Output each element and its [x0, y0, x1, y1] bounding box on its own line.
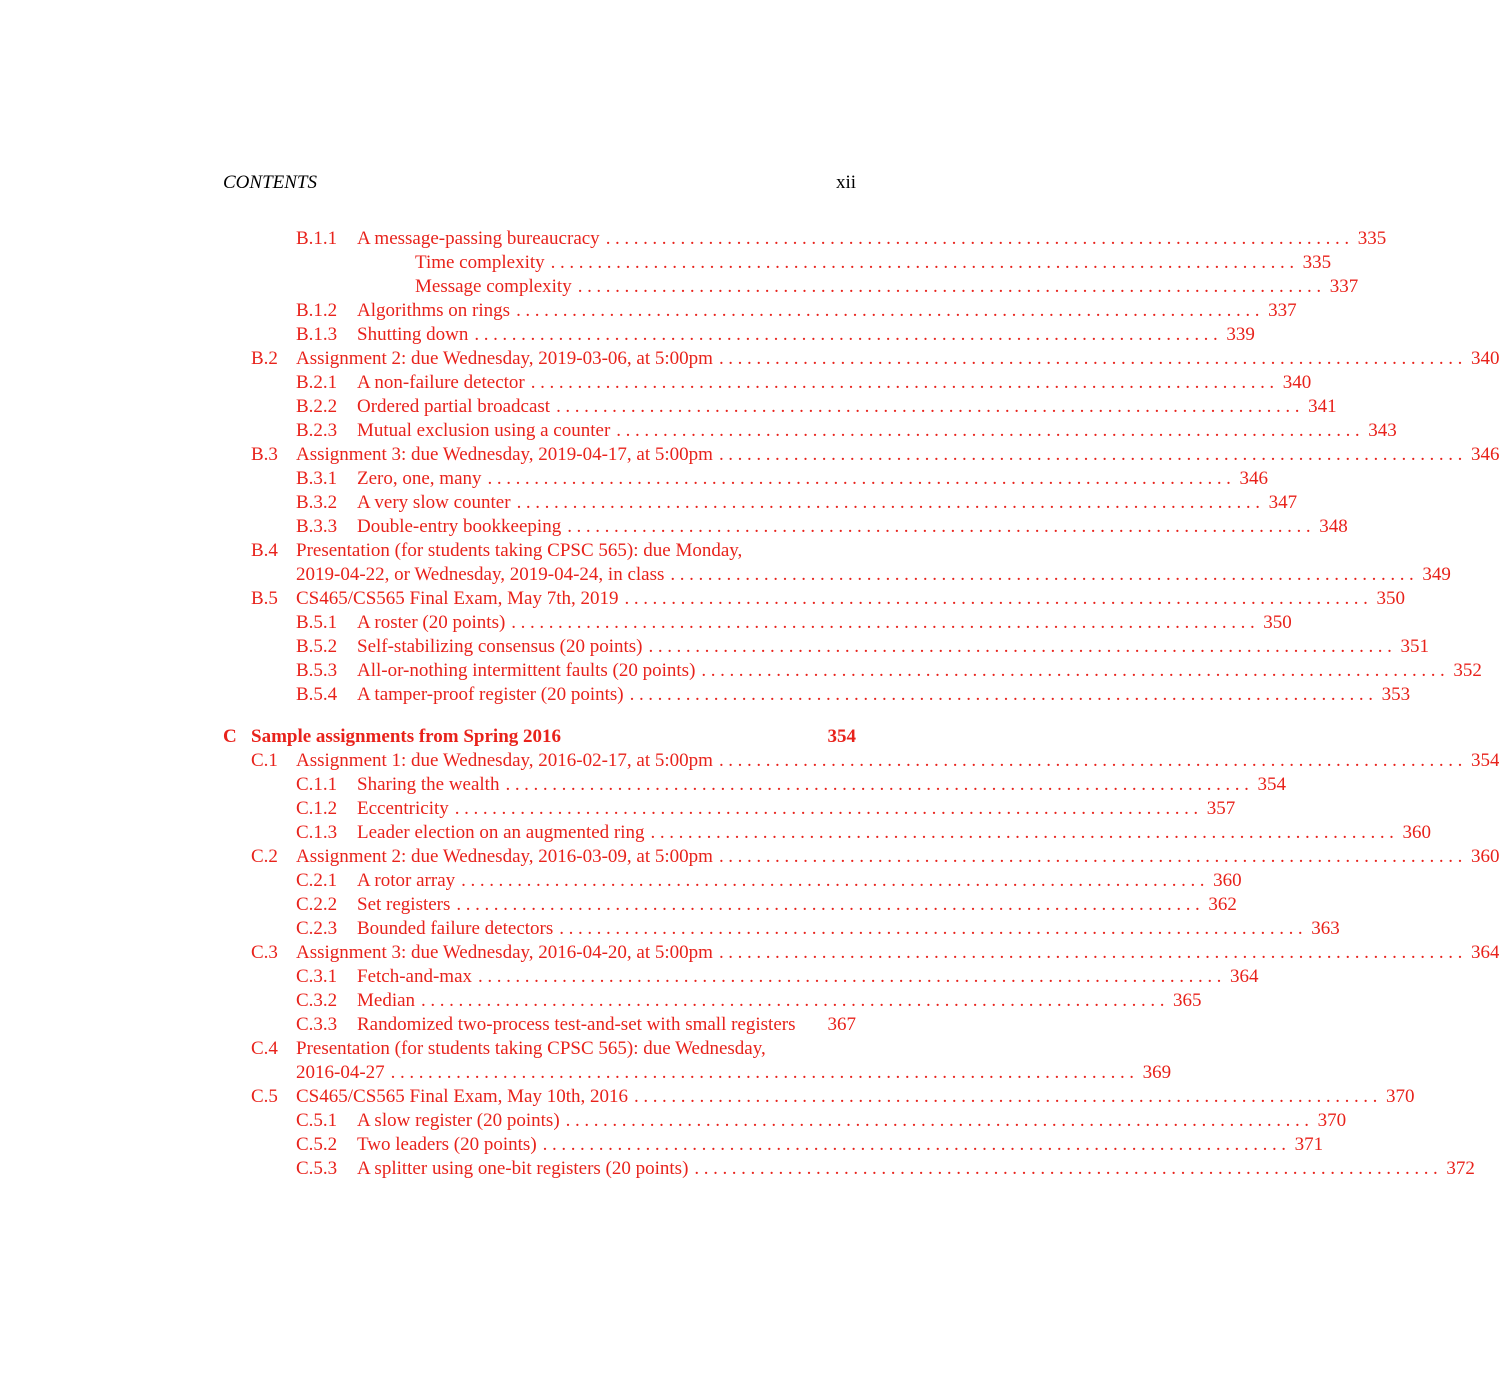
toc-entry[interactable]	[223, 419, 1397, 443]
toc-entry-title: 2016-04-27	[296, 1062, 385, 1083]
toc-entry-number: C.1.1	[296, 774, 338, 795]
toc-entry-page: 350	[1376, 588, 1405, 609]
dot-leader: ................................................................................	[718, 750, 1467, 771]
toc-entry-page: 369	[1142, 1062, 1172, 1083]
toc-entry-number: C.5.2	[296, 1134, 338, 1155]
dot-leader: ................................................................................	[542, 1134, 1291, 1155]
toc-entry-number: B.3	[251, 444, 278, 465]
toc-entry[interactable]	[223, 917, 1340, 941]
toc-entry[interactable]	[223, 515, 1348, 539]
toc-entry-page: 364	[1230, 966, 1259, 987]
dot-leader: ................................................................................	[474, 324, 1223, 345]
toc-entry-title: Randomized two-process test-and-set with small registers	[357, 1014, 796, 1035]
toc-entry[interactable]	[223, 443, 1499, 467]
toc-entry-number: B.5	[251, 588, 278, 609]
toc-entry-title: Set registers	[357, 894, 451, 915]
dot-leader: ................................................................................	[670, 564, 1419, 585]
toc-entry-page: 360	[1402, 822, 1432, 843]
dot-leader: ................................................................................	[530, 372, 1279, 393]
toc-entry[interactable]	[223, 845, 1499, 869]
toc-entry-page: 354	[827, 726, 856, 747]
toc-entry-page: 349	[1422, 564, 1451, 585]
toc-entry-number: C.2	[251, 846, 278, 867]
toc-entry-title: A message-passing bureaucracy	[357, 228, 600, 249]
toc-entry-title: Presentation (for students taking CPSC 565): due Monday,	[296, 540, 743, 561]
toc-entry-page: 370	[1317, 1110, 1347, 1131]
toc-entry-title: A splitter using one-bit registers (20 points)	[357, 1158, 689, 1179]
toc-entry[interactable]	[223, 539, 856, 563]
toc-entry-title: 2019-04-22, or Wednesday, 2019-04-24, in class	[296, 564, 665, 585]
toc-entry-title: Assignment 1: due Wednesday, 2016-02-17, at 5:00pm	[296, 750, 713, 771]
toc-entry-page: 371	[1294, 1134, 1324, 1155]
toc-entry-page: 364	[1470, 942, 1499, 963]
toc-entry-number: B.2	[251, 348, 278, 369]
toc-entry[interactable]	[223, 347, 1499, 371]
toc-entry-page: 367	[827, 1014, 856, 1035]
toc-entry[interactable]	[223, 821, 1432, 845]
toc-entry-number: C.5.1	[296, 1110, 338, 1131]
toc-entry-page: 339	[1226, 324, 1255, 345]
toc-entry-page: 348	[1319, 516, 1348, 537]
toc-entry-title: Assignment 2: due Wednesday, 2019-03-06, at 5:00pm	[296, 348, 713, 369]
toc-entry[interactable]	[223, 635, 1429, 659]
toc-entry-number: B.3.2	[296, 492, 338, 513]
toc-entry-page: 350	[1263, 612, 1292, 633]
dot-leader: ................................................................................	[648, 636, 1397, 657]
toc-entry-page: 354	[1257, 774, 1286, 795]
toc-entry-page: 337	[1268, 300, 1297, 321]
dot-leader: ................................................................................	[567, 516, 1316, 537]
toc-entry-number: C.3.2	[296, 990, 338, 1011]
toc-entry-page: 337	[1329, 276, 1359, 297]
toc-entry-title: Ordered partial broadcast	[357, 396, 551, 417]
toc-entry-title: Double-entry bookkeeping	[357, 516, 562, 537]
toc-entry-number: B.5.3	[296, 660, 338, 681]
toc-entry[interactable]	[223, 797, 1236, 821]
dot-leader: ................................................................................	[559, 918, 1308, 939]
dot-leader: ................................................................................	[634, 1086, 1382, 1107]
toc-entry-number: B.1.1	[296, 228, 338, 249]
dot-leader: ................................................................................	[650, 822, 1399, 843]
page-header	[223, 172, 856, 198]
dot-leader: ................................................................................	[550, 252, 1299, 273]
toc-entry-number: B.5.1	[296, 612, 338, 633]
toc-entry-title: CS465/CS565 Final Exam, May 7th, 2019	[296, 588, 619, 609]
toc-entry-title: Median	[357, 990, 416, 1011]
toc-entry[interactable]	[223, 1061, 1172, 1085]
toc-entry-title: Assignment 3: due Wednesday, 2019-04-17, at 5:00pm	[296, 444, 713, 465]
toc-entry-number: C.3.3	[296, 1014, 338, 1035]
dot-leader: ................................................................................	[516, 300, 1265, 321]
toc-entry-title: Assignment 2: due Wednesday, 2016-03-09, at 5:00pm	[296, 846, 713, 867]
toc-entry-title: Bounded failure detectors	[357, 918, 554, 939]
toc-entry-title: A very slow counter	[357, 492, 511, 513]
toc-entry-page: 353	[1381, 684, 1411, 705]
toc-entry[interactable]	[223, 965, 1259, 989]
dot-leader: ................................................................................	[456, 894, 1205, 915]
toc-entry-title: Self-stabilizing consensus (20 points)	[357, 636, 643, 657]
toc-entry-page: 346	[1239, 468, 1269, 489]
toc-entry-number: B.2.2	[296, 396, 338, 417]
toc-entry[interactable]	[223, 1013, 856, 1037]
toc-entry-number: C.2.2	[296, 894, 338, 915]
toc-entry-number: B.1.2	[296, 300, 338, 321]
toc-entry-number: B.5.4	[296, 684, 338, 705]
toc-entry[interactable]	[223, 587, 1405, 611]
toc-entry[interactable]	[223, 491, 1298, 515]
toc-entry-page: 346	[1470, 444, 1499, 465]
toc-entry-number: B.2.1	[296, 372, 338, 393]
toc-entry[interactable]	[223, 725, 856, 749]
toc-entry-title: Mutual exclusion using a counter	[357, 420, 611, 441]
toc-entry[interactable]	[223, 227, 1387, 251]
dot-leader: ................................................................................	[511, 612, 1260, 633]
toc-entry[interactable]	[223, 251, 1332, 275]
toc-entry-title: CS465/CS565 Final Exam, May 10th, 2016	[296, 1086, 628, 1107]
dot-leader: ................................................................................	[616, 420, 1365, 441]
toc-entry[interactable]	[223, 1085, 1415, 1109]
dot-leader: ................................................................................	[718, 348, 1467, 369]
dot-leader: ................................................................................	[565, 1110, 1314, 1131]
dot-leader: ................................................................................	[454, 798, 1203, 819]
toc-entry[interactable]	[223, 683, 1411, 707]
toc-entry-page: 352	[1453, 660, 1482, 681]
page-number: xii	[835, 172, 856, 193]
toc-entry-title: Fetch-and-max	[357, 966, 473, 987]
toc-entry-number: B.4	[251, 540, 278, 561]
toc-entry-number: C.2.3	[296, 918, 338, 939]
toc-entry-number: B.1.3	[296, 324, 338, 345]
toc-entry-title: Zero, one, many	[357, 468, 482, 489]
toc-entry-number: C.5.3	[296, 1158, 338, 1179]
dot-leader: ................................................................................	[701, 660, 1450, 681]
dot-leader: ................................................................................	[390, 1062, 1139, 1083]
dot-leader: ................................................................................	[718, 942, 1467, 963]
toc-entry-number: B.5.2	[296, 636, 338, 657]
toc-entry-page: 363	[1311, 918, 1340, 939]
toc-entry-page: 340	[1282, 372, 1312, 393]
toc-entry-page: 351	[1400, 636, 1429, 657]
dot-leader: ................................................................................	[516, 492, 1265, 513]
toc-entry[interactable]	[223, 893, 1237, 917]
toc-entry[interactable]	[223, 275, 1359, 299]
toc-entry-title: A rotor array	[357, 870, 456, 891]
toc-entry-page: 354	[1470, 750, 1499, 771]
dot-leader: ................................................................................	[718, 444, 1467, 465]
toc-entry[interactable]	[223, 1037, 856, 1061]
toc-entry[interactable]	[223, 1133, 1324, 1157]
toc-entry-page: 357	[1206, 798, 1236, 819]
toc-entry-number: C.3.1	[296, 966, 338, 987]
toc-entry[interactable]	[223, 299, 1297, 323]
toc-entry[interactable]	[223, 1109, 1347, 1133]
dot-leader: ................................................................................	[629, 684, 1378, 705]
toc-entry-page: 343	[1368, 420, 1397, 441]
toc-entry-number: C.3	[251, 942, 278, 963]
toc-entry-page: 372	[1446, 1158, 1475, 1179]
dot-leader: ................................................................................	[577, 276, 1326, 297]
dot-leader: ................................................................................	[505, 774, 1254, 795]
toc-entry-number: C.4	[251, 1038, 278, 1059]
toc-entry[interactable]	[223, 941, 1499, 965]
toc-entry[interactable]	[223, 611, 1292, 635]
toc-entry[interactable]	[223, 467, 1269, 491]
toc-entry-page: 365	[1173, 990, 1202, 1011]
toc-entry-title: A slow register (20 points)	[357, 1110, 560, 1131]
toc-entry-title: Message complexity	[415, 276, 572, 297]
toc-entry[interactable]	[223, 773, 1286, 797]
toc-entry-page: 340	[1470, 348, 1499, 369]
toc-entry-title: Eccentricity	[357, 798, 449, 819]
toc-entry-title: A tamper-proof register (20 points)	[357, 684, 624, 705]
toc-entry-page: 362	[1208, 894, 1237, 915]
dot-leader: ................................................................................	[605, 228, 1354, 249]
toc-entry-page: 335	[1302, 252, 1332, 273]
toc-entry-number: C.1	[251, 750, 278, 771]
dot-leader: ................................................................................	[694, 1158, 1443, 1179]
toc-entry[interactable]	[223, 395, 1337, 419]
toc-entry-page: 335	[1357, 228, 1387, 249]
toc-entry-number: C.1.3	[296, 822, 338, 843]
toc-entry-title: All-or-nothing intermittent faults (20 points)	[357, 660, 696, 681]
toc-entry-title: Two leaders (20 points)	[357, 1134, 537, 1155]
toc-entry-page: 341	[1308, 396, 1337, 417]
toc-entry-title: Assignment 3: due Wednesday, 2016-04-20, at 5:00pm	[296, 942, 713, 963]
toc-entry-page: 347	[1268, 492, 1298, 513]
toc-entry-title: A roster (20 points)	[357, 612, 506, 633]
dot-leader: ................................................................................	[718, 846, 1467, 867]
toc-entry-number: B.3.1	[296, 468, 338, 489]
toc-entry[interactable]	[223, 1157, 1475, 1181]
toc-entry-number: C	[223, 726, 237, 747]
dot-leader: ................................................................................	[624, 588, 1373, 609]
toc-entry-page: 370	[1386, 1086, 1415, 1107]
toc-entry-number: C.1.2	[296, 798, 338, 819]
dot-leader: ................................................................................	[487, 468, 1236, 489]
dot-leader: ................................................................................	[461, 870, 1210, 891]
toc-entry[interactable]	[223, 749, 1499, 773]
toc-entry[interactable]	[223, 563, 1451, 587]
toc-entry-title: Leader election on an augmented ring	[357, 822, 645, 843]
toc-entry-title: Sharing the wealth	[357, 774, 500, 795]
toc-entry-title: Presentation (for students taking CPSC 565): due Wednesday,	[296, 1038, 766, 1059]
toc-entry-number: B.3.3	[296, 516, 338, 537]
toc-entry[interactable]	[223, 659, 1482, 683]
dot-leader: ................................................................................	[421, 990, 1170, 1011]
toc-entry-title: Time complexity	[415, 252, 545, 273]
toc-entry-page: 360	[1213, 870, 1242, 891]
dot-leader: ................................................................................	[556, 396, 1305, 417]
dot-leader: ................................................................................	[478, 966, 1227, 987]
toc-entry[interactable]	[223, 869, 1242, 893]
toc-entry-number: C.2.1	[296, 870, 338, 891]
toc-entry-title: Sample assignments from Spring 2016	[251, 726, 562, 747]
toc-entry-number: C.5	[251, 1086, 278, 1107]
toc-entry-title: Algorithms on rings	[357, 300, 511, 321]
toc-entry-page: 360	[1470, 846, 1499, 867]
running-head: CONTENTS	[223, 172, 317, 193]
toc-entry-number: B.2.3	[296, 420, 338, 441]
toc-entry[interactable]	[223, 989, 1202, 1013]
toc-entry[interactable]	[223, 371, 1312, 395]
toc-entry-title: A non-failure detector	[357, 372, 525, 393]
toc-entry[interactable]	[223, 323, 1255, 347]
toc-entry-title: Shutting down	[357, 324, 469, 345]
